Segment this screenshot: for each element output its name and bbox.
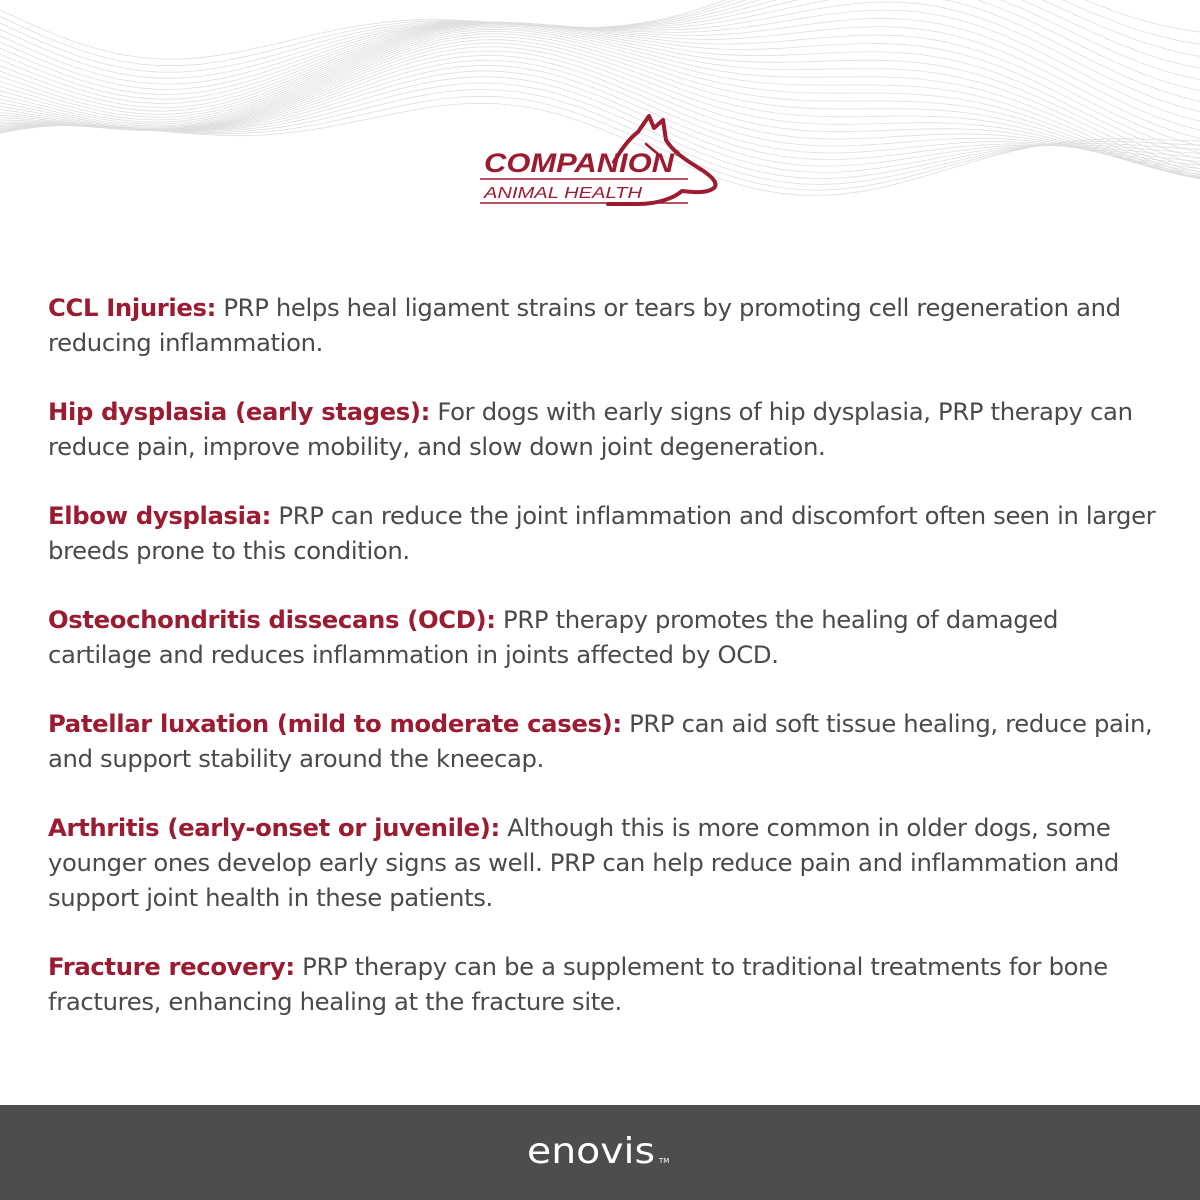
condition-item [48,602,1168,672]
condition-description: PRP therapy promotes the healing of damaged cartilage and reduces inflammation in joints affected by OCD. [48,605,1059,669]
condition-term: Hip dysplasia (early stages): [48,397,431,426]
condition-term: Arthritis (early-onset or juvenile): [48,813,500,842]
condition-description: Although this is more common in older dogs, some younger ones develop early signs as well. PRP can help reduce pain and inflammation and support joint health in these patients. [48,813,1120,912]
companion-animal-health-logo [478,112,728,208]
condition-term: Osteochondritis dissecans (OCD): [48,605,496,634]
enovis-logo-text: enovis [527,1131,655,1172]
condition-term: Patellar luxation (mild to moderate cases): [48,709,622,738]
condition-description: PRP can reduce the joint inflammation and discomfort often seen in larger breeds prone to this condition. [48,501,1156,565]
condition-item [48,949,1168,1019]
condition-item [48,394,1168,464]
logo-registered-mark: ® [674,149,680,158]
condition-description: PRP helps heal ligament strains or tears by promoting cell regeneration and reducing inflammation. [48,293,1121,357]
condition-term: Elbow dysplasia: [48,501,272,530]
condition-item [48,706,1168,776]
logo-line2: ANIMAL HEALTH [482,185,644,202]
condition-item [48,290,1168,360]
conditions-list [48,290,1168,1019]
condition-description: PRP therapy can be a supplement to traditional treatments for bone fractures, enhancing healing at the fracture site. [48,952,1108,1016]
logo-line1: COMPANION [484,148,675,178]
condition-description: For dogs with early signs of hip dysplasia, PRP therapy can reduce pain, improve mobility, and slow down joint degeneration. [48,397,1133,461]
wave-line [0,0,1200,78]
condition-term: CCL Injuries: [48,293,216,322]
condition-description: PRP can aid soft tissue healing, reduce pain, and support stability around the kneecap. [48,709,1153,773]
condition-term: Fracture recovery: [48,952,295,981]
enovis-logo [525,1125,685,1175]
condition-item [48,810,1168,915]
condition-item [48,498,1168,568]
trademark-mark: TM [659,1157,670,1165]
wave-line [0,2,1200,112]
